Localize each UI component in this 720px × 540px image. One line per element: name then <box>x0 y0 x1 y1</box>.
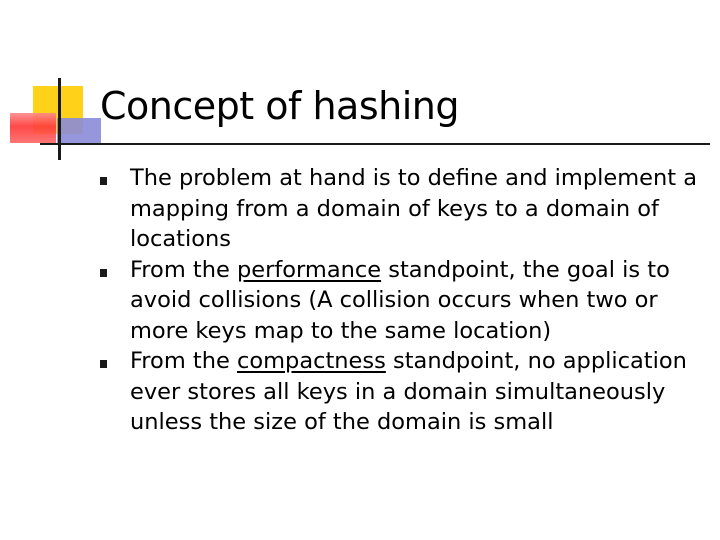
bullet-text-underlined: performance <box>236 256 382 283</box>
slide-title: Concept of hashing <box>100 84 459 128</box>
title-underline-rule <box>40 143 710 145</box>
square-bullet-icon <box>100 177 107 185</box>
bullet-item <box>100 255 700 347</box>
bullet-text-rest: standpoint, the goal is to avoid collisions (A collision occurs when two or more keys map to the same location) <box>130 256 670 344</box>
bullet-text-lead: From the <box>130 256 237 283</box>
bullet-item <box>100 163 700 255</box>
decorative-vertical-line <box>58 78 61 160</box>
square-bullet-icon <box>100 269 107 277</box>
bullet-text-rest: standpoint, no application ever stores all keys in a domain simultaneously unless the size of the domain is small <box>130 348 687 435</box>
bullet-text: The problem at hand is to define and implement a mapping from a domain of keys to a domain of locations <box>130 165 697 252</box>
decorative-red-bar <box>10 113 56 143</box>
bullet-text-underlined: compactness <box>236 348 386 374</box>
decorative-blue-square <box>57 118 101 144</box>
bullet-text-lead: From the <box>130 348 237 374</box>
bullet-item <box>100 346 700 438</box>
bullet-list <box>100 163 700 438</box>
square-bullet-icon <box>100 360 107 368</box>
